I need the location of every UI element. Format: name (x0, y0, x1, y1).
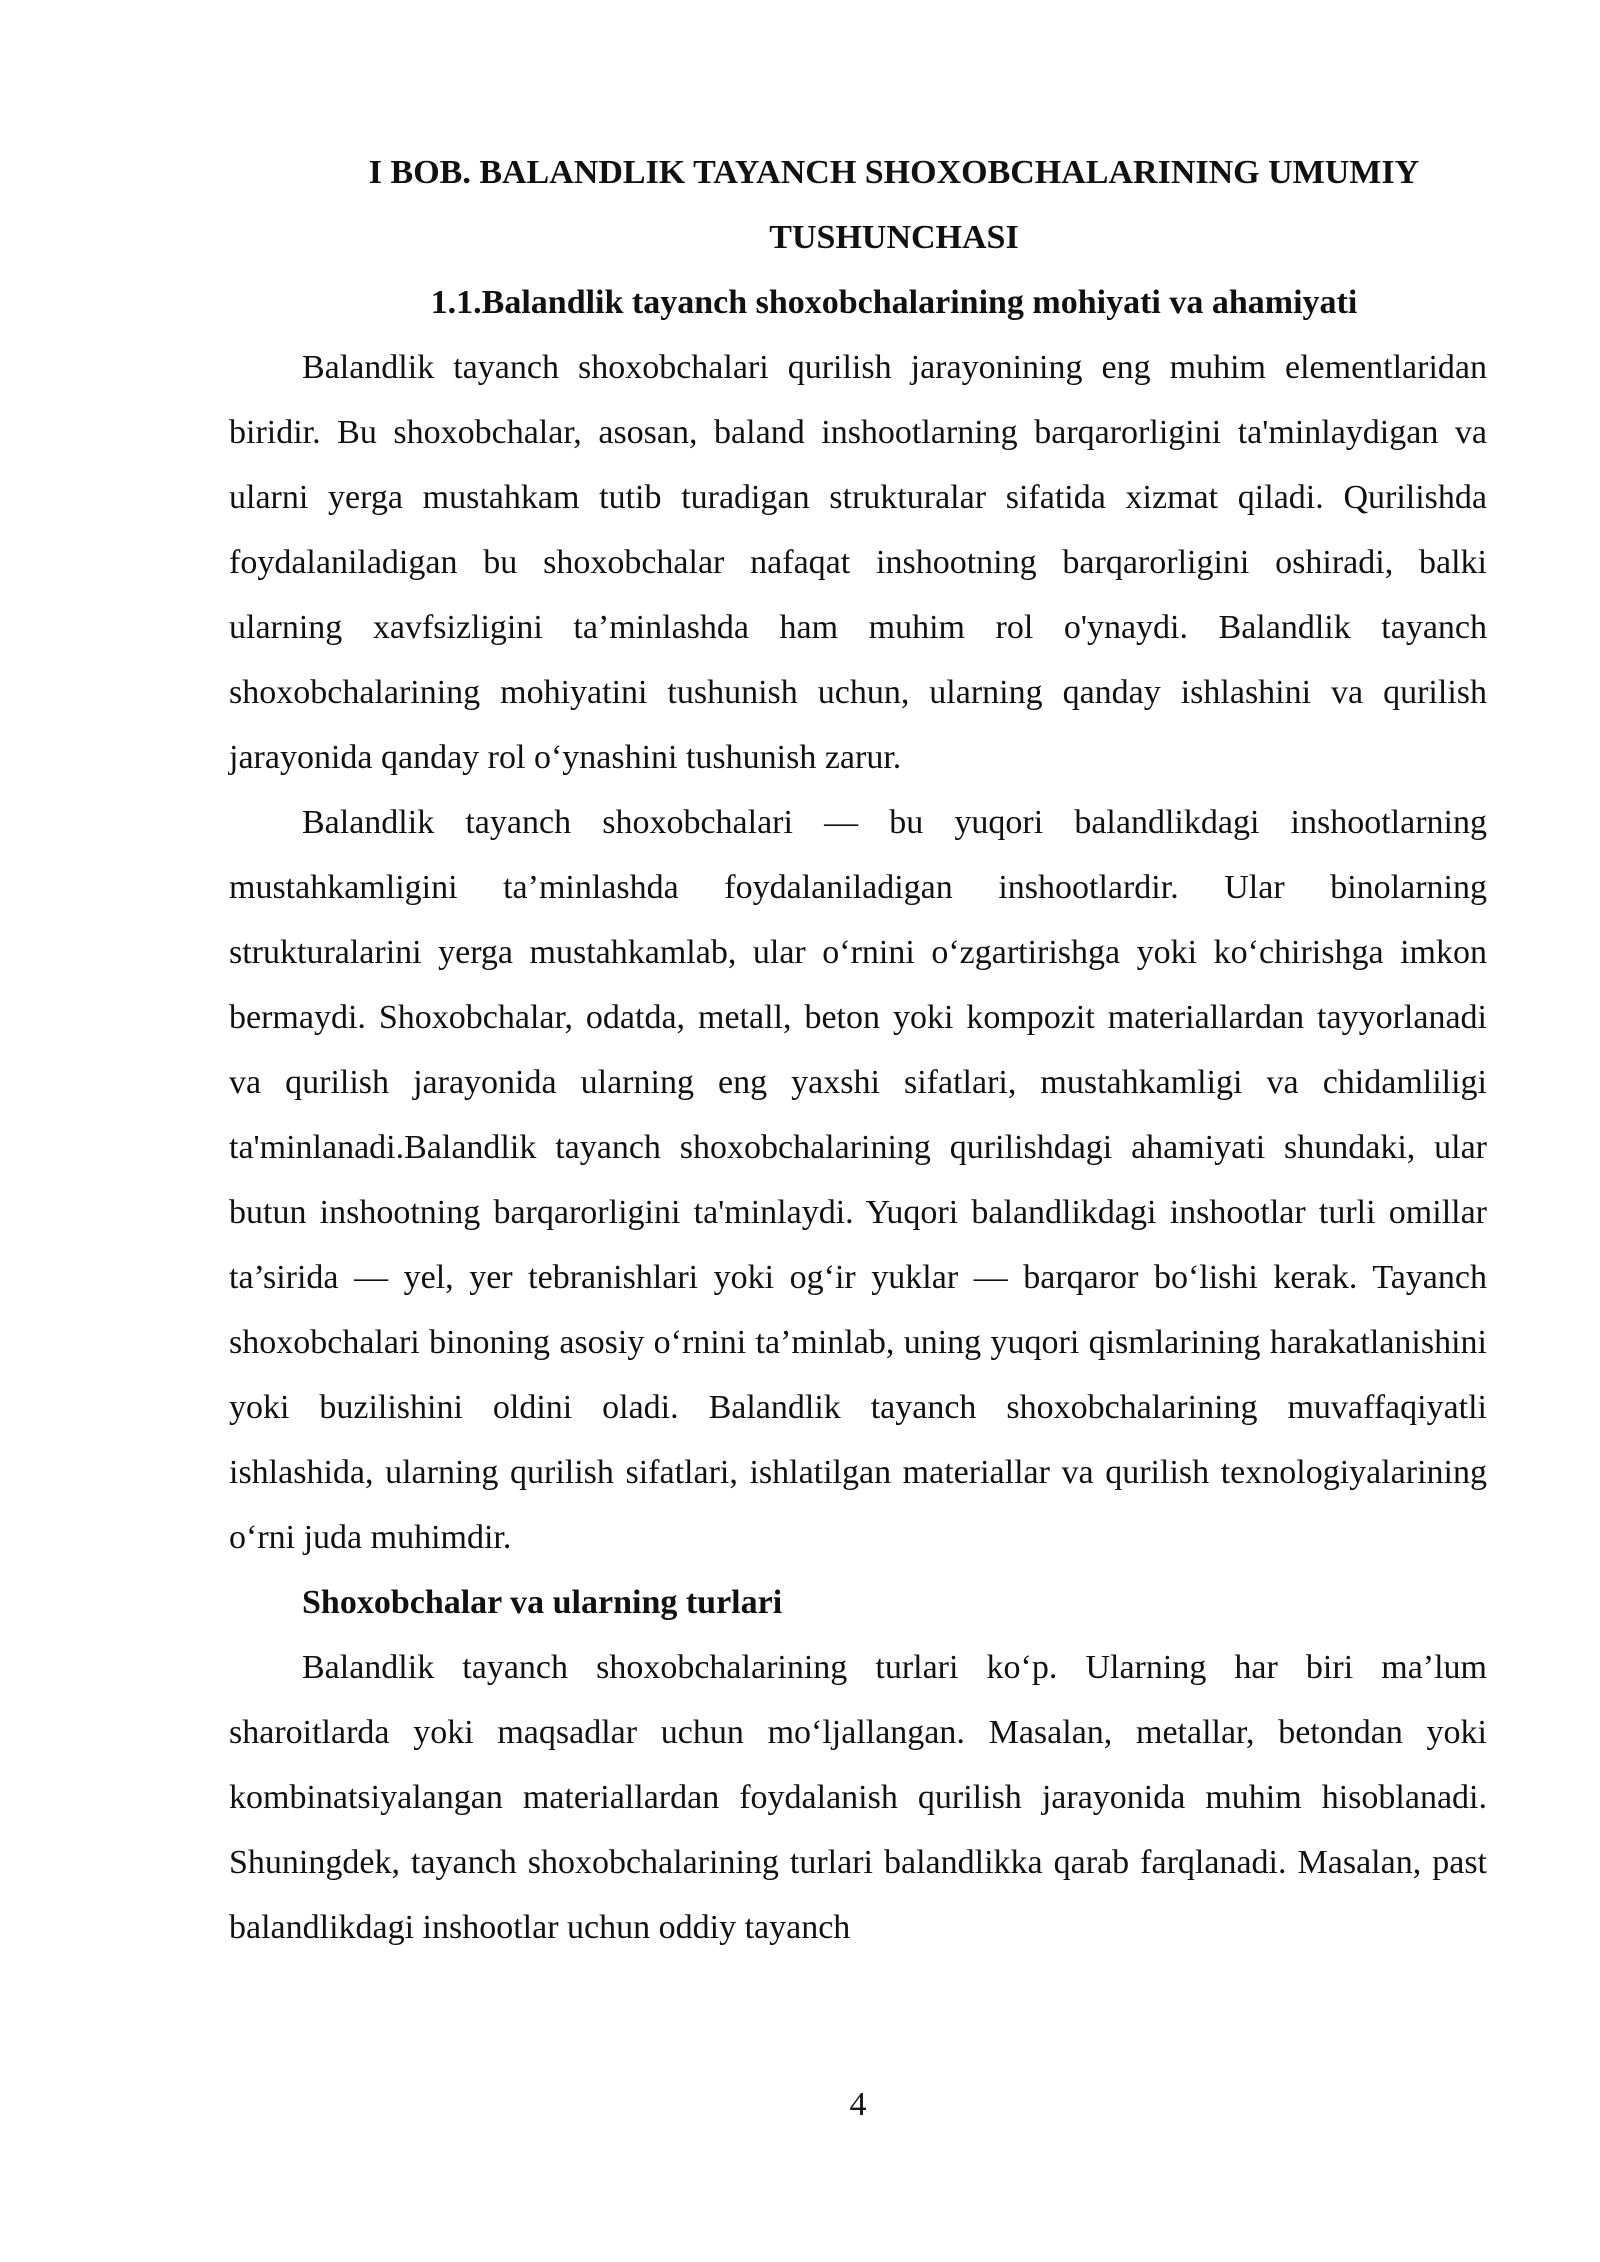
body-paragraph: Balandlik tayanch shoxobchalari — bu yuqori balandlikdagi inshootlarning mustahkamligini ta’minlashda foydalaniladigan inshootlardir. Ular binolarning strukturalarini yerga mustahkamlab, ular o‘rnini o‘zgartirishga yoki ko‘chirishga imkon bermaydi. Shoxobchalar, odatda, metall, beton yoki kompozit materiallardan tayyorlanadi va qurilish jarayonida ularning eng yaxshi sifatlari, mustahkamligi va chidamliligi ta'minlanadi.Balandlik tayanch shoxobchalarining qurilishdagi ahamiyati shundaki, ular butun inshootning barqarorligini ta'minlaydi. Yuqori balandlikdagi inshootlar turli omillar ta’sirida — yel, yer tebranishlari yoki og‘ir yuklar — barqaror bo‘lishi kerak. Tayanch shoxobchalari binoning asosiy o‘rnini ta’minlab, uning yuqori qismlarining harakatlanishini yoki buzilishini oldini oladi. Balandlik tayanch shoxobchalarining muvaffaqiyatli ishlashida, ularning qurilish sifatlari, ishlatilgan materiallar va qurilish texnologiyalarining o‘rni juda muhimdir. (229, 804, 1487, 1556)
chapter-title-line1: I BOB. BALANDLIK TAYANCH SHOXOBCHALARINING UMUMIY (368, 154, 1420, 191)
page-number: 4 (849, 2086, 867, 2123)
subheading: Shoxobchalar va ularning turlari (302, 1584, 783, 1621)
chapter-title (229, 140, 1487, 270)
section-title: 1.1.Balandlik tayanch shoxobchalarining mohiyati va ahamiyati (430, 284, 1358, 321)
chapter-title-line2: TUSHUNCHASI (769, 219, 1019, 256)
body-paragraph: Balandlik tayanch shoxobchalari qurilish jarayonining eng muhim elementlaridan biridir. Bu shoxobchalar, asosan, baland inshootlarning barqarorligini ta'minlaydigan va ularni yerga mustahkam tutib turadigan strukturalar sifatida xizmat qiladi. Qurilishda foydalaniladigan bu shoxobchalar nafaqat inshootning barqarorligini oshiradi, balki ularning xavfsizligini ta’minlashda ham muhim rol o'ynaydi. Balandlik tayanch shoxobchalarining mohiyatini tushunish uchun, ularning qanday ishlashini va qurilish jarayonida qanday rol o‘ynashini tushunish zarur. (229, 349, 1487, 776)
body-paragraph: Balandlik tayanch shoxobchalarining turlari ko‘p. Ularning har biri ma’lum sharoitlarda yoki maqsadlar uchun mo‘ljallangan. Masalan, metallar, betondan yoki kombinatsiyalangan materiallardan foydalanish qurilish jarayonida muhim hisoblanadi. Shuningdek, tayanch shoxobchalarining turlari balandlikka qarab farqlanadi. Masalan, past balandlikdagi inshootlar uchun oddiy tayanch (229, 1649, 1487, 1946)
page-content (229, 140, 1487, 1960)
